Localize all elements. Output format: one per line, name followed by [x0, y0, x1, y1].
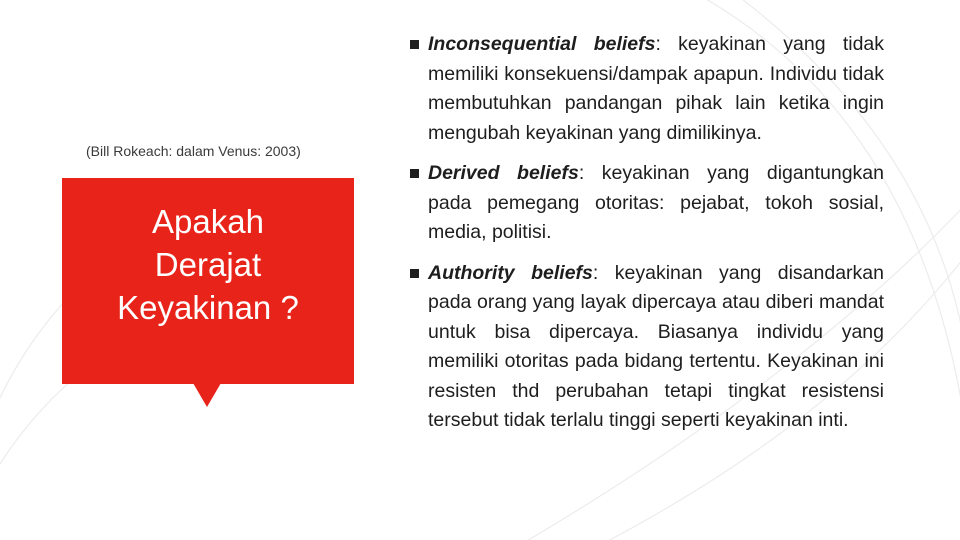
title-line: Derajat	[154, 246, 262, 283]
citation: (Bill Rokeach: dalam Venus: 2003)	[86, 143, 301, 159]
bullet-item	[408, 30, 884, 148]
bullet-item	[408, 159, 884, 248]
title-line: Apakah	[152, 203, 264, 240]
title-panel-pointer	[193, 383, 221, 407]
square-bullet-icon	[410, 269, 419, 278]
bullet-term: Authority beliefs	[428, 261, 593, 284]
title-line: Keyakinan ?	[117, 289, 299, 326]
bullet-list	[408, 30, 884, 447]
bullet-term: Derived beliefs	[428, 162, 579, 184]
bullet-item	[408, 259, 884, 436]
square-bullet-icon	[410, 40, 419, 49]
slide-title	[62, 200, 354, 329]
bullet-text: : keyakinan yang digantungkan pada pemegang otoritas: pejabat, tokoh sosial, media, politisi.	[428, 162, 884, 243]
bullet-text: : keyakinan yang disandarkan pada orang yang layak dipercaya atau diberi mandat untuk bisa dipercaya. Biasanya individu yang memiliki otoritas pada bidang tertentu. Keyakinan ini resisten thd perubahan tetapi tingkat resistensi tersebut tidak terlalu tinggi seperti keyakinan inti.	[428, 261, 884, 431]
bullet-text: : keyakinan yang tidak memiliki konsekuensi/dampak apapun. Individu tidak membutuhkan pandangan pihak lain ketika ingin mengubah keyakinan yang dimilikinya.	[428, 33, 885, 144]
bullet-term: Inconsequential beliefs	[428, 33, 656, 55]
square-bullet-icon	[410, 169, 419, 178]
